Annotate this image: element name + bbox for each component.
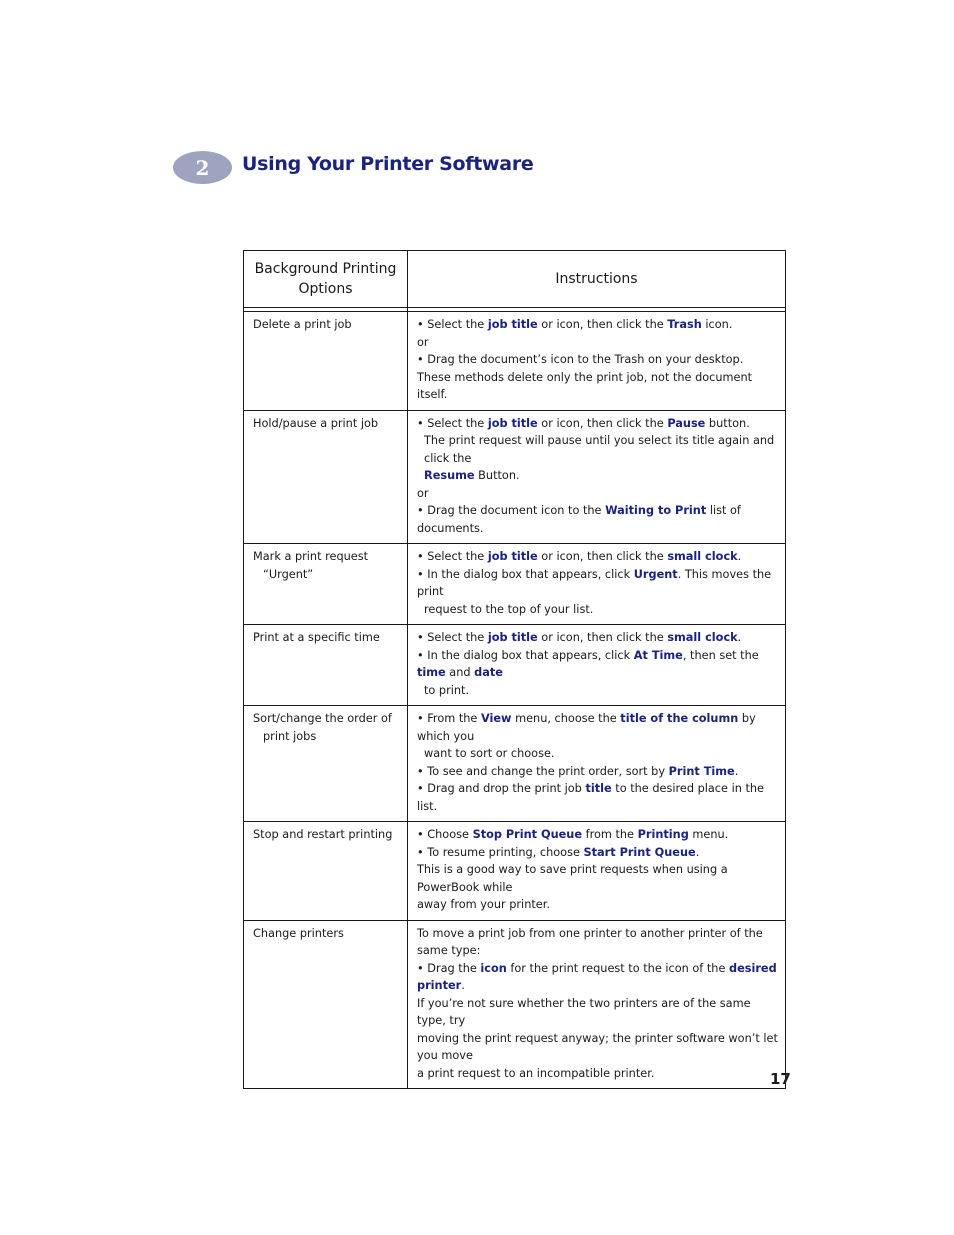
instruction-line bbox=[417, 432, 779, 467]
table-row bbox=[244, 312, 786, 411]
instruction-text: a print request to an incompatible printer. bbox=[417, 1066, 655, 1080]
ui-term: Resume bbox=[424, 469, 475, 482]
instruction-text: • From the bbox=[417, 712, 481, 725]
ui-term: Start Print Queue bbox=[583, 845, 696, 859]
instruction-line bbox=[417, 485, 779, 503]
instruction-text: or icon, then click the bbox=[537, 416, 668, 430]
options-column-header: Background Printing Options bbox=[244, 251, 408, 308]
instruction-text: • To resume printing, choose bbox=[417, 845, 584, 859]
instruction-text: • Drag the document’s icon to the Trash on your desktop. bbox=[417, 353, 744, 366]
ui-term: Printing bbox=[637, 828, 689, 841]
instruction-cell bbox=[408, 544, 786, 625]
instruction-text: menu. bbox=[688, 828, 729, 841]
instruction-text: • Select the bbox=[417, 550, 488, 563]
instruction-text: button. bbox=[705, 416, 750, 430]
chapter-number: 2 bbox=[195, 155, 210, 180]
instruction-line bbox=[417, 601, 779, 619]
table-row bbox=[244, 625, 786, 706]
instruction-text: or icon, then click the bbox=[537, 550, 668, 563]
ui-term: Stop Print Queue bbox=[472, 828, 582, 841]
instruction-text: . bbox=[737, 631, 742, 644]
option-label-continued: “Urgent” bbox=[263, 567, 314, 581]
instruction-line bbox=[417, 763, 779, 781]
instruction-text: • Drag the document icon to the bbox=[417, 504, 606, 517]
instruction-line bbox=[417, 710, 779, 745]
ui-term: small clock bbox=[667, 550, 738, 563]
option-cell bbox=[244, 706, 408, 822]
option-cell bbox=[244, 920, 408, 1089]
page-number: 17 bbox=[770, 1070, 791, 1088]
instruction-line bbox=[417, 896, 779, 914]
ui-term: small clock bbox=[667, 631, 738, 644]
ui-term: Urgent bbox=[633, 567, 678, 581]
instruction-line bbox=[417, 1030, 779, 1065]
instruction-line bbox=[417, 502, 779, 537]
instruction-text: to the desired place in the list. bbox=[417, 782, 764, 813]
table-row bbox=[244, 822, 786, 921]
ui-term: date bbox=[474, 666, 503, 679]
instruction-text: for the print request to the icon of the bbox=[506, 961, 729, 975]
instruction-text: or bbox=[417, 486, 429, 500]
instruction-text: • Drag the bbox=[417, 961, 481, 975]
instruction-line bbox=[417, 369, 779, 404]
instruction-text: • In the dialog box that appears, click bbox=[417, 567, 634, 581]
table-row bbox=[244, 410, 786, 544]
instruction-line bbox=[417, 995, 779, 1030]
instruction-text: moving the print request anyway; the printer software won’t let you move bbox=[417, 1031, 778, 1062]
table-body bbox=[244, 312, 786, 1089]
instruction-text: • In the dialog box that appears, click bbox=[417, 648, 634, 662]
ui-term: job title bbox=[487, 550, 538, 563]
option-label-continued: print jobs bbox=[263, 729, 317, 743]
table-row bbox=[244, 706, 786, 822]
instruction-text: away from your printer. bbox=[417, 898, 550, 911]
instruction-text: This is a good way to save print requests when using a PowerBook while bbox=[417, 863, 728, 894]
instruction-text: • Select the bbox=[417, 631, 488, 644]
ui-term: Waiting to Print bbox=[605, 504, 707, 517]
ui-term: time bbox=[417, 666, 446, 679]
instruction-line bbox=[417, 629, 779, 647]
instruction-line bbox=[417, 351, 779, 369]
table-row bbox=[244, 544, 786, 625]
instruction-line bbox=[417, 844, 779, 862]
instruction-text: icon. bbox=[701, 318, 733, 331]
instruction-text: • Choose bbox=[417, 828, 473, 841]
instruction-text: • Drag and drop the print job bbox=[417, 782, 586, 795]
instruction-text: or icon, then click the bbox=[537, 631, 668, 644]
table-row bbox=[244, 920, 786, 1089]
instruction-text: . bbox=[695, 845, 700, 859]
instructions-column-header: Instructions bbox=[408, 251, 786, 308]
chapter-number-badge bbox=[173, 151, 232, 184]
instruction-text: and bbox=[445, 666, 475, 679]
instruction-cell bbox=[408, 312, 786, 411]
ui-term: Trash bbox=[667, 318, 702, 331]
background-printing-table bbox=[243, 250, 786, 1089]
instruction-line bbox=[417, 745, 779, 763]
chapter-title: Using Your Printer Software bbox=[242, 153, 534, 175]
option-cell bbox=[244, 312, 408, 411]
instruction-line bbox=[417, 925, 779, 960]
instruction-text: • Select the bbox=[417, 416, 488, 430]
ui-term: job title bbox=[487, 631, 538, 644]
instruction-line bbox=[417, 548, 779, 566]
instruction-text: If you’re not sure whether the two printers are of the same type, try bbox=[417, 996, 751, 1027]
instruction-text: To move a print job from one printer to another printer of the same type: bbox=[417, 926, 763, 957]
instruction-text: by which you bbox=[417, 712, 756, 743]
option-label: Stop and restart printing bbox=[253, 828, 393, 841]
option-cell bbox=[244, 822, 408, 921]
instruction-cell bbox=[408, 625, 786, 706]
instruction-text: . bbox=[737, 550, 742, 563]
ui-term: icon bbox=[480, 961, 507, 975]
instruction-line bbox=[417, 780, 779, 815]
instruction-text: • To see and change the print order, sort by bbox=[417, 764, 669, 778]
instruction-text: request to the top of your list. bbox=[424, 602, 594, 616]
instruction-cell bbox=[408, 410, 786, 544]
instruction-text: The print request will pause until you select its title again and click the bbox=[424, 434, 775, 465]
instruction-text: from the bbox=[582, 828, 638, 841]
ui-term: job title bbox=[487, 416, 538, 430]
ui-term: View bbox=[480, 712, 512, 725]
instruction-text: or bbox=[417, 335, 429, 349]
instruction-text: . This moves the print bbox=[417, 567, 772, 598]
ui-term: desired printer bbox=[417, 961, 777, 992]
instruction-cell bbox=[408, 822, 786, 921]
instruction-text: • Select the bbox=[417, 318, 488, 331]
ui-term: Pause bbox=[667, 416, 706, 430]
instruction-cell bbox=[408, 920, 786, 1089]
option-label: Hold/pause a print job bbox=[253, 416, 379, 430]
instruction-cell bbox=[408, 706, 786, 822]
ui-term: job title bbox=[487, 318, 538, 331]
instruction-text: want to sort or choose. bbox=[424, 747, 555, 760]
instruction-text: list of documents. bbox=[417, 504, 741, 535]
instruction-line bbox=[417, 1065, 779, 1083]
ui-term: title of the column bbox=[620, 712, 739, 725]
instruction-text: menu, choose the bbox=[511, 712, 621, 725]
instruction-text: Button. bbox=[474, 469, 520, 482]
instruction-line bbox=[417, 826, 779, 844]
option-label: Print at a specific time bbox=[253, 631, 380, 644]
instruction-line bbox=[417, 415, 779, 433]
instruction-line bbox=[417, 467, 779, 485]
instruction-text: or icon, then click the bbox=[537, 318, 668, 331]
instruction-text: to print. bbox=[424, 683, 470, 697]
option-label: Mark a print request bbox=[253, 550, 369, 563]
instruction-line bbox=[417, 316, 779, 334]
instruction-text: . bbox=[734, 764, 739, 778]
ui-term: Print Time bbox=[668, 764, 735, 778]
instruction-line bbox=[417, 861, 779, 896]
ui-term: title bbox=[585, 782, 612, 795]
instruction-text: , then set the bbox=[682, 648, 759, 662]
instruction-line bbox=[417, 647, 779, 682]
option-label: Sort/change the order of bbox=[253, 712, 392, 725]
option-cell bbox=[244, 410, 408, 544]
instruction-line bbox=[417, 334, 779, 352]
option-label: Change printers bbox=[253, 926, 344, 940]
option-cell bbox=[244, 625, 408, 706]
instruction-text: . bbox=[461, 979, 465, 992]
instruction-line bbox=[417, 682, 779, 700]
instruction-line bbox=[417, 566, 779, 601]
table-header-row bbox=[244, 251, 786, 308]
instruction-text: These methods delete only the print job, not the document itself. bbox=[417, 370, 753, 401]
instruction-line bbox=[417, 960, 779, 995]
option-label: Delete a print job bbox=[253, 318, 352, 331]
option-cell bbox=[244, 544, 408, 625]
ui-term: At Time bbox=[633, 648, 683, 662]
